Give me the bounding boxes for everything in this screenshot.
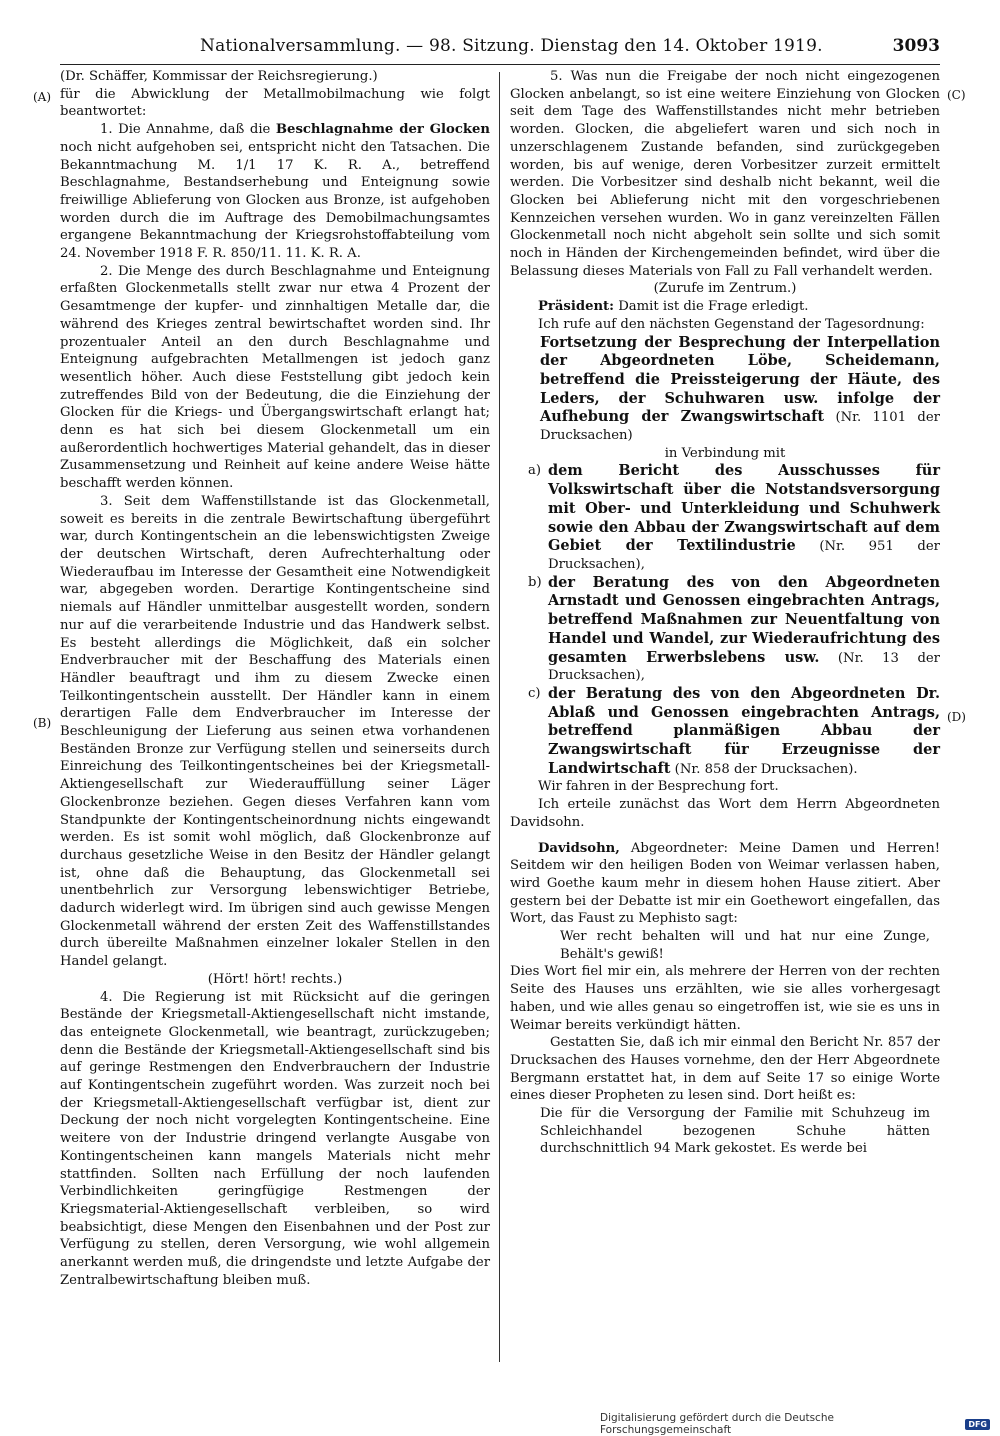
subitem-text — [548, 462, 940, 573]
margin-label-a: (A) — [33, 90, 52, 104]
after-quote-paragraph: Dies Wort fiel mir ein, als mehrere der Herren von der rechten Seite des Hauses uns erzählten, wie sie alles vorhergesagt haben, und wie alles genau so eingetroffen ist, wie sie es uns in Weimar bereits verkündigt hätten. — [510, 964, 940, 1033]
left-column — [60, 68, 490, 1290]
subitem-text — [548, 685, 940, 779]
subitem-label: b) — [528, 574, 542, 590]
subitem-reference: (Nr. 951 der Drucksachen), — [548, 539, 940, 572]
subitem-title: dem Bericht des Ausschusses für Volkswirtschaft über die Notstandsversorgung mit Ober- und Unterkleidung und Schuhwerk sowie den Abbau der Zwangswirtschaft auf dem Gebiet der Textilindustrie — [548, 462, 940, 555]
paragraph-1-lead: 1. Die Annahme, daß die — [100, 122, 271, 138]
subitem-label: a) — [528, 463, 542, 479]
president-statement — [510, 298, 940, 316]
next-agenda-call: Ich rufe auf den nächsten Gegenstand der Tagesordnung: — [538, 316, 925, 332]
interjection-zentrum: (Zurufe im Zentrum.) — [653, 281, 797, 297]
agenda-reference: (Nr. 1101 der Drucksachen) — [540, 410, 940, 444]
president-label: Präsident: — [538, 299, 615, 315]
subitem-title: der Beratung des von den Abgeordneten Dr. Ablaß und Genossen eingebrachten Antrags, betreffend planmäßigen Abbau der Zwangswirtschaft für Erzeugnisse der Landwirtschaft — [548, 684, 940, 777]
subitem-reference: (Nr. 858 der Drucksachen). — [674, 761, 858, 777]
paragraph-1-rest: noch nicht aufgehoben sei, entspricht nicht den Tatsachen. Die Bekanntmachung M. 1/1 17 K. R. A., betreffend Beschlagnahme, Bestandserhebung und Enteignung sowie freiwillige Ablieferung von Glocken aus Bronze, ist aufgehoben worden durch die im Auftrage des Demobilmachungsamtes ergangene Bekanntmachung der Kriegsrohstoffabteilung vom 24. November 1918 F. R. 850/11. 11. K. R. A. — [60, 139, 490, 262]
goethe-quote: Wer recht behalten will und hat nur eine Zunge, Behält's gewiß! — [560, 929, 930, 962]
subitem-text — [548, 574, 940, 685]
footer-credit: Digitalisierung gefördert durch die Deutsche Forschungsgemeinschaft — [600, 1412, 834, 1436]
agenda-item — [510, 334, 940, 445]
report-paragraph: Gestatten Sie, daß ich mir einmal den Bericht Nr. 857 der Drucksachen des Hauses vornehme, den der Herr Abgeordnete Bergmann erstattet hat, in dem auf Seite 17 so einige Worte eines dieser Propheten zu lesen sind. Dort heißt es: — [510, 1035, 940, 1104]
intro-paragraph: für die Abwicklung der Metallmobilmachung wie folgt beantwortet: — [60, 86, 490, 120]
column-divider — [499, 72, 500, 1362]
speaker-name: Davidsohn, — [538, 840, 620, 856]
paragraph-1-emphasis: Beschlagnahme der Glocken — [275, 122, 491, 138]
paragraph-2: 2. Die Menge des durch Beschlagnahme und Enteignung erfaßten Glockenmetalls stellt zwar nur etwa 4 Prozent der Gesamtmenge der kupfer- und zinnhaltigen Metalle dar, die während des Krieges zentral bewirtschaftet worden sind. Ihr prozentualer Anteil an den durch Beschlagnahme und Enteignung aufgebrachten Metallmengen ist jedoch ganz wesentlich höher. Auch diese Feststellung gibt jedoch kein zutreffendes Bild von der Bedeutung, die die Einziehung der Glocken für die Kriegs- und Übergangswirtschaft erlangt hat; denn es hat sich bei diesem Glockenmetall um ein außerordentlich hochwertiges Material gehandelt, das in dieser Zusammensetzung und Reinheit auf keine andere Weise hätte beschafft werden können. — [60, 263, 490, 492]
paragraph-4: 4. Die Regierung ist mit Rücksicht auf die geringen Bestände der Kriegsmetall-Aktiengesellschaft nicht imstande, das enteignete Glockenmetall, wie beantragt, zurückzugeben; denn die Bestände der Kriegsmetall-Aktiengesellschaft sind bis auf geringe Restmengen den Endverbrauchern der Industrie auf Kontingentschein zugeführt worden. Was zurzeit noch bei der Kriegsmetall-Aktiengesellschaft verfügbar ist, dient zur Deckung der noch nicht vorgelegten Kontingentscheine. Eine weitere von der Industrie dringend verlangte Ausgabe von Kontingentscheinen kann mangels Materials nicht mehr stattfinden. Sollten nach Erfüllung der noch laufenden Verbindlichkeiten geringfügige Restmengen der Kriegsmaterial-Aktiengesellschaft verbleiben, so wird beabsichtigt, diese Mengen den Eisenbahnen und der Post zur Verfügung zu stellen, deren Versorgung, wie wohl allgemein anerkannt werden muß, die dringendste und letzte Aufgabe der Zentralbewirtschaftung bleiben muß. — [60, 989, 490, 1288]
paragraph-1 — [60, 121, 490, 263]
floor-given: Ich erteile zunächst das Wort dem Herrn Abgeordneten Davidsohn. — [510, 797, 940, 830]
connection-text: in Verbindung mit — [664, 445, 786, 461]
dfg-logo: DFG — [965, 1419, 990, 1430]
interjection-hoert: (Hört! hört! rechts.) — [207, 971, 343, 987]
paragraph-3: 3. Seit dem Waffenstillstande ist das Glockenmetall, soweit es bereits in die zentrale Bewirtschaftung übergeführt war, durch Kontingentschein an die lebenswichtigsten Zweige der deutschen Wirtschaft, deren Aufrechterhaltung oder Wiederaufbau im Interesse der Gesamtheit eine Notwendigkeit war, abgegeben worden. Derartige Kontingentscheine sind niemals auf Händler unmittelbar ausgestellt worden, sondern nur auf die verarbeitende Industrie und das Handwerk selbst. Es besteht allerdings die Möglichkeit, daß ein solcher Endverbraucher mit der Beschaffung des Materials einen Händler beauftragt und ihm zu diesem Zwecke einen Teilkontingentschein ausstellt. Der Händler kann in einem derartigen Falle dem Endverbraucher im Interesse der Beschleunigung der Lieferung aus seinen etwa vorhandenen Beständen Bronze zur Verfügung stellen und seinerseits durch Einreichung des Teilkontingentscheines bei der Kriegsmetall-Aktiengesellschaft zur Wiederauffüllung seiner Läger Glockenbronze beziehen. Gegen dieses Verfahren kann vom Standpunkte der Kontingentscheinordnung nichts eingewandt werden. Es ist somit wohl möglich, daß Glockenbronze auf durchaus gesetzliche Weise in den Besitz der Händler gelangt ist, ohne daß die Behauptung, das Glockenmetall sei unentbehrlich zur Versorgung lebenswichtiger Betriebe, dadurch widerlegt wird. Im übrigen sind auch gewisse Mengen Glockenmetall während der ersten Zeit des Waffenstillstandes durch übereilte Maßnahmen einzelner lokaler Stellen in den Handel gelangt. — [60, 493, 490, 970]
agenda-subitem-c — [510, 685, 940, 779]
footer — [600, 1412, 990, 1436]
paragraph-5: 5. Was nun die Freigabe der noch nicht eingezogenen Glocken anbelangt, so ist eine weitere Einziehung von Glocken seit dem Tage des Waffenstillstandes nicht mehr betrieben worden. Glocken, die abgeliefert waren und sich noch in unzerschlagenem Zustande befanden, sind zurückgegeben worden, bis auf wenige, deren Vorbesitzer zurzeit ermittelt werden. Die Vorbesitzer sind deshalb nicht bekannt, weil die Glocken bei Ablieferung nicht mit den vorgeschriebenen Kennzeichen versehen wurden. Wo in ganz vereinzelten Fällen Glockenmetall noch nicht abgeholt sein sollte und sich somit noch in Händen der Kirchengemeinden befindet, wird über die Belassung dieses Materials von Fall zu Fall verhandelt werden. — [510, 69, 940, 279]
agenda-title: Fortsetzung der Besprechung der Interpellation der Abgeordneten Löbe, Scheidemann, betreffend die Preissteigerung der Häute, des Leders, der Schuhwaren usw. infolge der Aufhebung der Zwangswirtschaft — [540, 333, 940, 426]
margin-label-c: (C) — [947, 88, 966, 102]
agenda-subitem-a — [510, 462, 940, 573]
right-column — [510, 68, 940, 1158]
president-text: Damit ist die Frage erledigt. — [618, 299, 809, 315]
report-quote: Die für die Versorgung der Familie mit Schuhzeug im Schleichhandel bezogenen Schuhe hätten durchschnittlich 94 Mark gekostet. Es werde bei — [540, 1106, 930, 1157]
header-title: Nationalversammlung. — 98. Sitzung. Dienstag den 14. Oktober 1919. — [200, 36, 823, 56]
subitem-label: c) — [528, 685, 541, 701]
speaker-davidsohn — [510, 840, 940, 929]
continue-debate: Wir fahren in der Besprechung fort. — [538, 779, 779, 795]
speaker-text: Abgeordneter: Meine Damen und Herren! Seitdem wir den heiligen Boden von Weimar verlassen haben, wird Goethe kaum mehr in diesem hohen Hause zitiert. Aber gestern bei der Debatte ist mir ein Goethewort eingefallen, das Wort, das Faust zu Mephisto sagt: — [510, 840, 940, 927]
agenda-subitem-b — [510, 574, 940, 685]
margin-label-b: (B) — [33, 716, 52, 730]
subitem-reference: (Nr. 13 der Drucksachen), — [548, 650, 940, 684]
page-header — [60, 34, 940, 65]
margin-label-d: (D) — [947, 710, 966, 724]
subitem-title: der Beratung des von den Abgeordneten Arnstadt und Genossen eingebrachten Antrags, betreffend Maßnahmen zur Neuentfaltung von Handel und Wandel, zur Wiederaufrichtung des gesamten Erwerbslebens usw. — [548, 573, 940, 666]
page-number: 3093 — [892, 36, 940, 56]
speaker-note: (Dr. Schäffer, Kommissar der Reichsregierung.) — [60, 69, 378, 84]
